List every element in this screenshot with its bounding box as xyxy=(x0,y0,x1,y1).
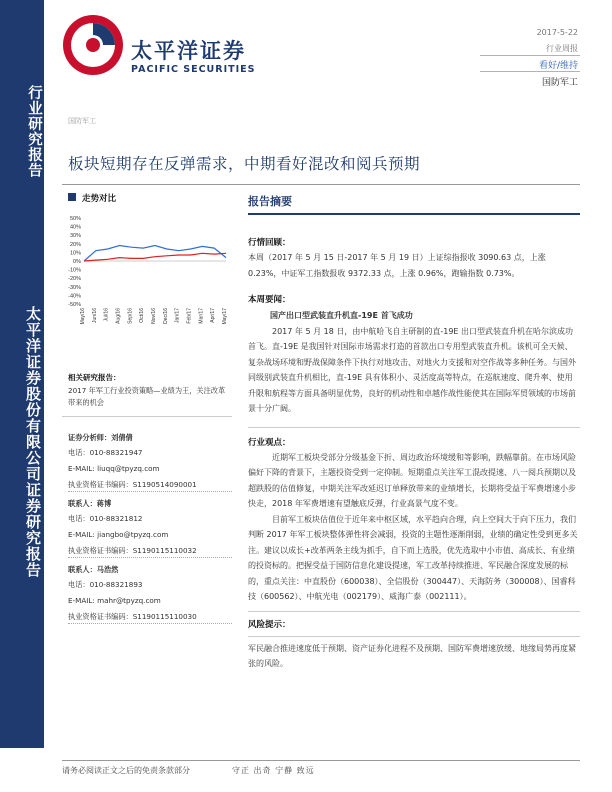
view-text-2: 目前军工板块估值位于近年来中枢区域，水平趋向合理，向上空间大于向下压力，我们判断 2017 年军工板块整体弹性将会减弱，投资的主题性逐渐削弱，业绩的确定性受到更多关注。建议以成长+改革两条主线为抓手，自下而上选股，优先选取中小市值、高成长、有业绩的投资标的。把握受益于国防信息化建设提速，军工改革持续推进、军民融合深度发展的标的，重点关注：中直股份（600038）、全信股份（300447）、天海防务（300008）、国睿科技（600562）、中航光电（002179）、威海广泰（002111）。 xyxy=(248,514,578,601)
analyst-3-role: 联系人： xyxy=(68,565,97,574)
series-line-2 xyxy=(84,253,226,261)
review-text: 本周（2017 年 5 月 15 日-2017 年 5 月 19 日）上证综指报收 3090.63 点，上涨 0.23%，中证军工指数报收 9372.33 点，上涨 0.96%，跑输指数 0.73%。 xyxy=(248,253,546,278)
footer-disclaimer: 请务必阅读正文之后的免责条款部分 xyxy=(62,766,190,775)
company-logo xyxy=(62,14,124,76)
y-tick-label: 20% xyxy=(69,241,81,248)
analyst-3-name: 马浩然 xyxy=(96,565,119,574)
sector: 国防军工 xyxy=(541,78,578,88)
related-heading: 相关研究报告： xyxy=(68,373,121,382)
news-title: 国产出口型武装直升机直-19E 首飞成功 xyxy=(270,311,413,320)
y-tick-label: -50% xyxy=(68,302,81,308)
trend-heading: 走势对比 xyxy=(82,194,117,204)
company-name-en: PACIFIC SECURITIES xyxy=(131,64,256,75)
analyst-2-cert: 执业资格证书编码：S1190115110032 xyxy=(68,545,232,558)
analyst-1-role: 证券分析师： xyxy=(68,433,112,442)
review-heading: 行情回顾： xyxy=(248,238,291,248)
analyst-2-role: 联系人： xyxy=(68,499,97,508)
related-divider xyxy=(62,416,232,417)
x-tick-label: Aug/16 xyxy=(115,308,122,324)
y-tick-label: 50% xyxy=(69,216,81,222)
y-tick-label: -20% xyxy=(68,276,81,283)
sidebar-top-label: 行业研究报告 xyxy=(26,84,42,178)
page-title: 板块短期存在反弹需求，中期看好混改和阅兵预期 xyxy=(68,155,421,173)
y-tick-label: 40% xyxy=(69,224,81,231)
trend-chart-svg xyxy=(62,210,232,330)
x-tick-label: Nov/16 xyxy=(151,308,157,324)
analyst-2-phone: 电话：010-88321812 xyxy=(68,514,143,523)
summary-heading-rule xyxy=(248,213,580,215)
analyst-1-cert: 执业资格证书编码：S1190514090001 xyxy=(68,479,232,492)
analyst-1-name: 刘倩倩 xyxy=(111,433,133,442)
x-tick-label: Jul/16 xyxy=(103,308,110,322)
x-tick-label: Apr/17 xyxy=(210,308,217,323)
x-tick-label: May/16 xyxy=(80,308,86,325)
footer-divider xyxy=(62,760,580,761)
x-tick-label: Dec/16 xyxy=(162,308,169,324)
news-text: 2017 年 5 月 18 日，由中航哈飞自主研制的直-19E 出口型武装直升机在哈尔滨成功首飞。直-19E 是我国针对国际市场需求打造的首款出口专用型武装直升机。该机可全天候、复杂战场环境和野战保障条件下执行对地攻击、对地火力支援和对空作战等多种任务。与国外同级别武装直升机相比，直-19E 具有体积小、灵活度高等特点，在巡航速度、爬升率、使用升限和航程等方面具备明显优势，良好的机动性和卓越作战性能使其在国际军贸领域的市场前景十分广阔。 xyxy=(248,326,576,413)
rating: 看好/维持 xyxy=(538,61,578,71)
sidebar-bottom-label: 太平洋证券股份有限公司证券研究报告 xyxy=(24,306,42,578)
y-tick-label: -40% xyxy=(68,293,81,300)
y-tick-label: -10% xyxy=(68,267,81,274)
related-text: 2017 年军工行业投资策略—业绩为王，关注改革带来的机会 xyxy=(68,386,226,407)
analyst-3-phone: 电话：010-88321893 xyxy=(68,580,143,589)
analyst-block xyxy=(68,432,232,624)
x-tick-label: Jan/17 xyxy=(174,308,181,324)
x-tick-label: Oct/16 xyxy=(139,308,146,323)
x-tick-label: Jun/16 xyxy=(91,308,98,324)
view-text-1: 近期军工板块受部分分级基金下折、周边政治环境缓和等影响，跌幅靠前。在市场风险偏好下降的背景下，主题投资受到一定抑制。短期重点关注军工混改提速、八一阅兵预期以及超跌股的估值修复，中期关注军改延迟订单释放带来的业绩增长，长期将受益于军费增速小步快走，2018 年军费增速有望触底反弹，行业高景气度不变。 xyxy=(248,452,576,508)
company-name-cn: 太平洋证券 xyxy=(131,39,246,63)
y-tick-label: 30% xyxy=(69,233,81,240)
analyst-1 xyxy=(68,432,232,492)
x-tick-label: Sep/16 xyxy=(127,308,134,324)
risk-text: 军民融合推进速度低于预期、资产证券化进程不及预期、国防军费增速放缓、地缘局势再度紧张的风险。 xyxy=(248,643,576,668)
report-type: 行业周报 xyxy=(546,44,578,53)
x-tick-label: Mar/17 xyxy=(198,308,205,324)
analyst-3 xyxy=(68,564,232,624)
analyst-1-email[interactable]: E-MAIL: liuqq@tpyzq.com xyxy=(68,464,160,473)
title-divider xyxy=(62,184,580,185)
analyst-2-name: 蒋博 xyxy=(96,499,112,508)
y-tick-label: -30% xyxy=(68,284,81,291)
header-divider-1 xyxy=(480,55,580,56)
analyst-2-email[interactable]: E-MAIL: jiangbo@tpyzq.com xyxy=(68,530,169,539)
analyst-3-cert: 执业资格证书编码：S1190115110030 xyxy=(68,611,232,624)
y-tick-label: 0% xyxy=(73,259,81,265)
x-tick-label: Feb/17 xyxy=(186,308,193,324)
trend-chart xyxy=(62,210,232,330)
analyst-2 xyxy=(68,498,232,558)
report-date: 2017-5-22 xyxy=(536,28,578,37)
risk-heading: 风险提示： xyxy=(248,619,291,630)
analyst-1-phone: 电话：010-88321947 xyxy=(68,448,143,457)
category-label: 国防军工 xyxy=(68,117,96,125)
summary-heading: 报告摘要 xyxy=(248,195,292,208)
news-heading: 本周要闻： xyxy=(248,295,291,305)
analyst-3-email[interactable]: E-MAIL: mahr@tpyzq.com xyxy=(68,596,161,605)
x-tick-label: May/17 xyxy=(222,308,228,325)
footer-motto: 守正 出奇 宁静 致远 xyxy=(232,766,315,775)
trend-heading-marker xyxy=(68,193,76,201)
view-heading: 行业观点： xyxy=(248,437,291,448)
y-tick-label: 10% xyxy=(69,250,81,257)
summary-body xyxy=(248,222,580,672)
header-divider-2 xyxy=(480,71,580,72)
